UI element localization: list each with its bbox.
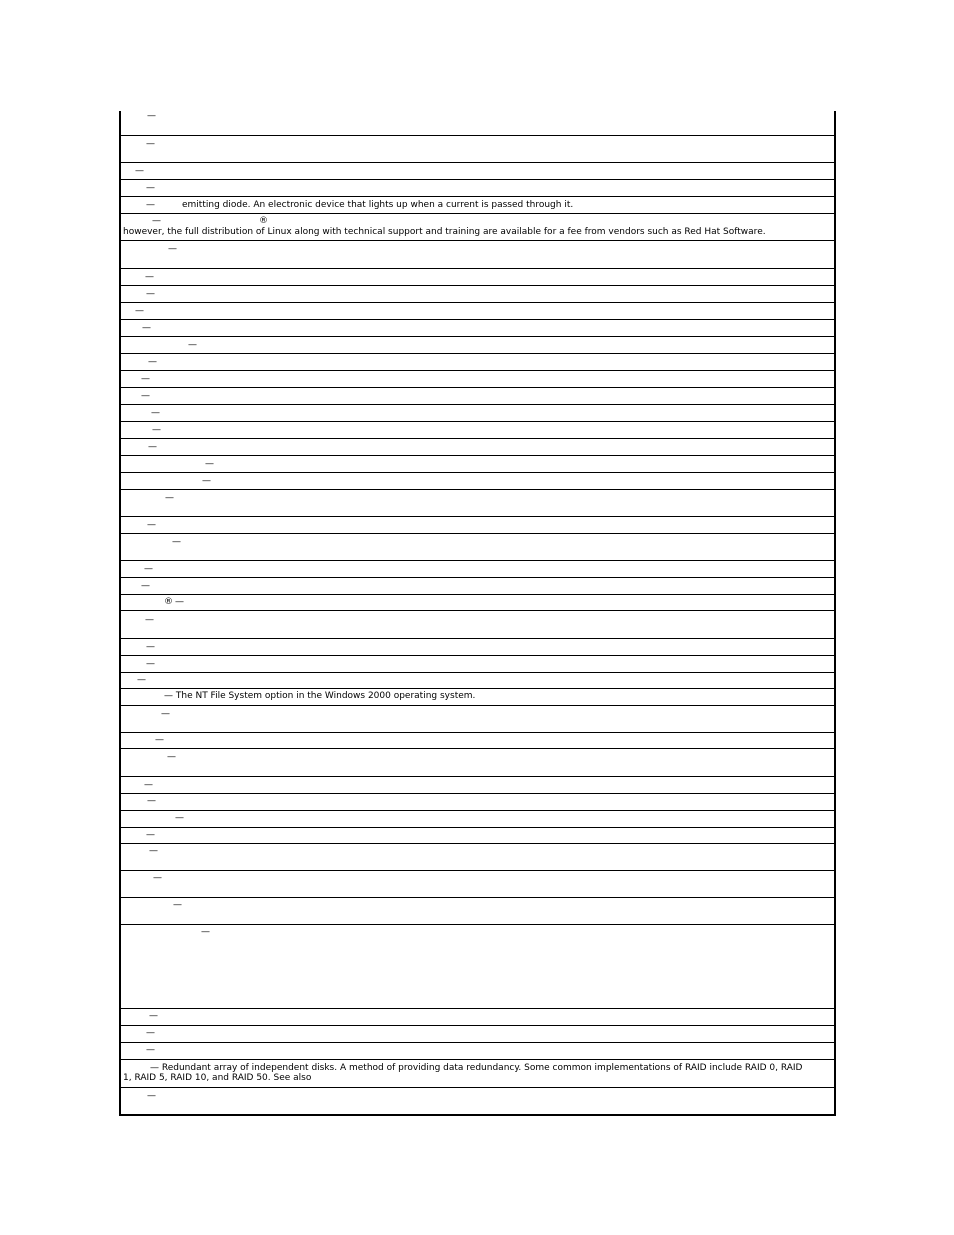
definition-text: emitting diode. An electronic device that lights up when a current is passed through it. (182, 200, 574, 210)
glossary-table (119, 111, 836, 1116)
glossary-row (121, 439, 834, 456)
definition-text: however, the full distribution of Linux along with technical support and training are available for a fee from vendors such as Red Hat Software. (123, 227, 766, 237)
dash: — (167, 752, 176, 762)
definition-text: — The NT File System option in the Windows 2000 operating system. (164, 691, 476, 701)
dash: — (188, 340, 197, 350)
dash: — (152, 216, 161, 226)
glossary-row (121, 371, 834, 388)
glossary-row (121, 777, 834, 794)
glossary-row (121, 214, 834, 241)
glossary-row (121, 320, 834, 337)
glossary-row (121, 269, 834, 286)
dash: — (146, 1028, 155, 1038)
glossary-row (121, 517, 834, 534)
glossary-row (121, 1060, 834, 1088)
dash: — (146, 659, 155, 669)
dash: — (152, 425, 161, 435)
glossary-row (121, 898, 834, 925)
dash: — (146, 830, 155, 840)
dash: — (173, 900, 182, 910)
glossary-row (121, 689, 834, 706)
glossary-row (121, 337, 834, 354)
glossary-row (121, 925, 834, 1009)
glossary-row (121, 388, 834, 405)
glossary-row (121, 811, 834, 828)
glossary-row (121, 1043, 834, 1060)
dash: — (145, 615, 154, 625)
dash: — (142, 323, 151, 333)
dash: — (148, 442, 157, 452)
glossary-row (121, 136, 834, 163)
dash: — (146, 200, 155, 210)
glossary-row (121, 611, 834, 639)
glossary-row (121, 197, 834, 214)
dash: — (201, 927, 210, 937)
glossary-row (121, 241, 834, 269)
dash: — (135, 166, 144, 176)
glossary-row (121, 473, 834, 490)
dash: — (146, 1045, 155, 1055)
dash: — (146, 642, 155, 652)
glossary-row (121, 180, 834, 197)
dash: — (147, 111, 156, 121)
glossary-row (121, 749, 834, 777)
glossary-row (121, 733, 834, 749)
dash: — (153, 873, 162, 883)
dash: — (161, 709, 170, 719)
glossary-row (121, 1026, 834, 1043)
glossary-row (121, 673, 834, 689)
glossary-row (121, 844, 834, 871)
glossary-row (121, 354, 834, 371)
glossary-row (121, 1009, 834, 1026)
dash: — (148, 357, 157, 367)
glossary-row (121, 456, 834, 473)
glossary-row (121, 286, 834, 303)
glossary-row (121, 303, 834, 320)
dash: — (149, 1011, 158, 1021)
dash: — (147, 1091, 156, 1101)
dash: — (151, 408, 160, 418)
glossary-row (121, 794, 834, 811)
dash: — (149, 846, 158, 856)
dash: — (165, 493, 174, 503)
dash: — (144, 564, 153, 574)
dash: — (202, 476, 211, 486)
dash: — (141, 391, 150, 401)
dash: — (135, 306, 144, 316)
dash: — (172, 537, 181, 547)
glossary-row (121, 828, 834, 844)
dash: — (175, 597, 184, 607)
dash: — (141, 581, 150, 591)
glossary-row (121, 422, 834, 439)
registered-mark: ® (259, 216, 268, 226)
dash: — (147, 796, 156, 806)
glossary-row (121, 534, 834, 561)
registered-mark: ® (164, 597, 173, 607)
glossary-row (121, 111, 834, 136)
dash: — (175, 813, 184, 823)
dash: — (145, 272, 154, 282)
dash: — (137, 675, 146, 685)
glossary-row (121, 639, 834, 656)
glossary-row (121, 490, 834, 517)
glossary-row (121, 871, 834, 898)
glossary-row (121, 578, 834, 595)
glossary-row (121, 595, 834, 611)
dash: — (146, 289, 155, 299)
glossary-row (121, 561, 834, 578)
dash: — (168, 244, 177, 254)
dash: — (155, 735, 164, 745)
dash: — (146, 183, 155, 193)
glossary-row (121, 706, 834, 733)
dash: — (146, 139, 155, 149)
glossary-row (121, 1088, 834, 1116)
definition-text: — Redundant array of independent disks. A method of providing data redundancy. Some common implementations of RAID include RAID 0, RAID 1, RAID 5, RAID 10, and RAID 50. See also (123, 1063, 803, 1083)
dash: — (205, 459, 214, 469)
glossary-row (121, 656, 834, 673)
dash: — (141, 374, 150, 384)
dash: — (144, 780, 153, 790)
dash: — (147, 520, 156, 530)
glossary-row (121, 405, 834, 422)
glossary-row (121, 163, 834, 180)
